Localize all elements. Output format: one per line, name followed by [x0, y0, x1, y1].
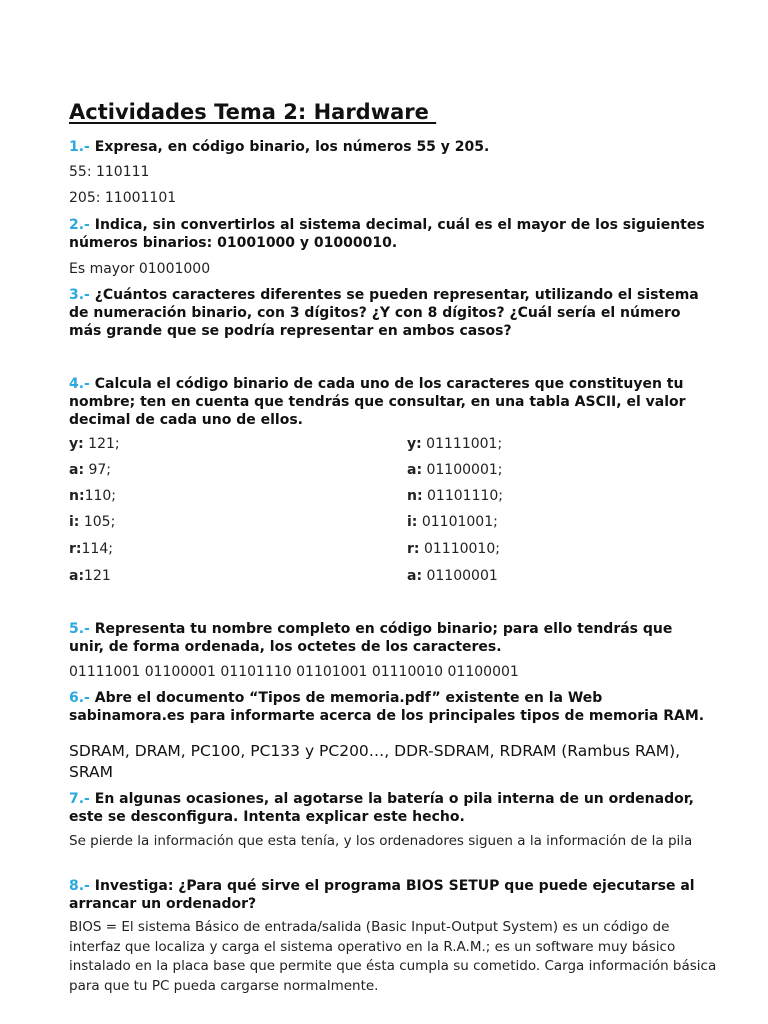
table-cell-binary: r: 01110010;: [407, 541, 500, 557]
question-number: 8.-: [69, 878, 90, 894]
question-number: 4.-: [69, 376, 90, 392]
question-text: Abre el documento “Tipos de memoria.pdf” existente en la Web sabinamora.es para informarte acerca de los principales tipos de memoria RAM.: [69, 690, 705, 724]
answer-5: 01111001 01100001 01101110 01101001 01110010 01100001: [69, 664, 519, 680]
table-cell-decimal: i: 105;: [69, 514, 116, 530]
question-number: 1.-: [69, 139, 90, 155]
answer-2: Es mayor 01001000: [69, 261, 211, 277]
question-7: [69, 790, 709, 826]
table-cell-decimal: a: 97;: [69, 462, 112, 478]
question-8: [69, 877, 709, 913]
answer-1-line-2: 205: 11001101: [69, 190, 177, 206]
question-text: En algunas ocasiones, al agotarse la batería o pila interna de un ordenador, este se desconfigura. Intenta explicar este hecho.: [69, 791, 694, 825]
question-number: 5.-: [69, 621, 90, 637]
table-cell-decimal: y: 121;: [69, 436, 120, 452]
question-5: [69, 620, 709, 656]
table-cell-binary: i: 01101001;: [407, 514, 498, 530]
question-number: 7.-: [69, 791, 90, 807]
table-cell-decimal: n:110;: [69, 488, 117, 504]
question-text: Representa tu nombre completo en código binario; para ello tendrás que unir, de forma ordenada, los octetes de los caracteres.: [69, 621, 673, 655]
question-text: Calcula el código binario de cada uno de los caracteres que constituyen tu nombre; ten en cuenta que tendrás que consultar, en una tabla ASCII, el valor decimal de cada uno de ellos.: [69, 376, 686, 428]
table-cell-decimal: r:114;: [69, 541, 113, 557]
question-number: 6.-: [69, 690, 90, 706]
question-2: [69, 216, 709, 252]
question-1: [69, 138, 709, 156]
page-title: Actividades Tema 2: Hardware: [69, 100, 437, 124]
question-number: 3.-: [69, 287, 90, 303]
answer-8: BIOS = El sistema Básico de entrada/salida (Basic Input-Output System) es un código de interfaz que localiza y carga el sistema operativo en la R.A.M.; es un software muy básico instalado en la placa base que permite que ésta cumpla su cometido. Carga información básica para que tu PC pueda cargarse normalmente.: [69, 919, 717, 994]
question-text: Expresa, en código binario, los números 55 y 205.: [89, 139, 490, 155]
question-text: Investiga: ¿Para qué sirve el programa BIOS SETUP que puede ejecutarse al arrancar un ordenador?: [69, 878, 695, 912]
question-4: [69, 375, 709, 429]
question-3: [69, 286, 709, 340]
question-text: Indica, sin convertirlos al sistema decimal, cuál es el mayor de los siguientes números binarios: 01001000 y 01000010.: [69, 217, 705, 251]
answer-1-line-1: 55: 110111: [69, 164, 150, 180]
table-cell-decimal: a:121: [69, 568, 111, 584]
answer-7: Se pierde la información que esta tenía, y los ordenadores siguen a la información de la pila: [69, 833, 693, 849]
table-cell-binary: n: 01101110;: [407, 488, 504, 504]
question-number: 2.-: [69, 217, 90, 233]
table-cell-binary: a: 01100001: [407, 568, 498, 584]
question-6: [69, 689, 709, 725]
table-cell-binary: a: 01100001;: [407, 462, 503, 478]
table-cell-binary: y: 01111001;: [407, 436, 503, 452]
answer-6: SDRAM, DRAM, PC100, PC133 y PC200…, DDR-SDRAM, RDRAM (Rambus RAM), SRAM: [69, 742, 681, 781]
question-text: ¿Cuántos caracteres diferentes se pueden representar, utilizando el sistema de numeración binario, con 3 dígitos? ¿Y con 8 dígitos? ¿Cuál sería el número más grande que se podría representar en ambos casos?: [69, 287, 699, 339]
